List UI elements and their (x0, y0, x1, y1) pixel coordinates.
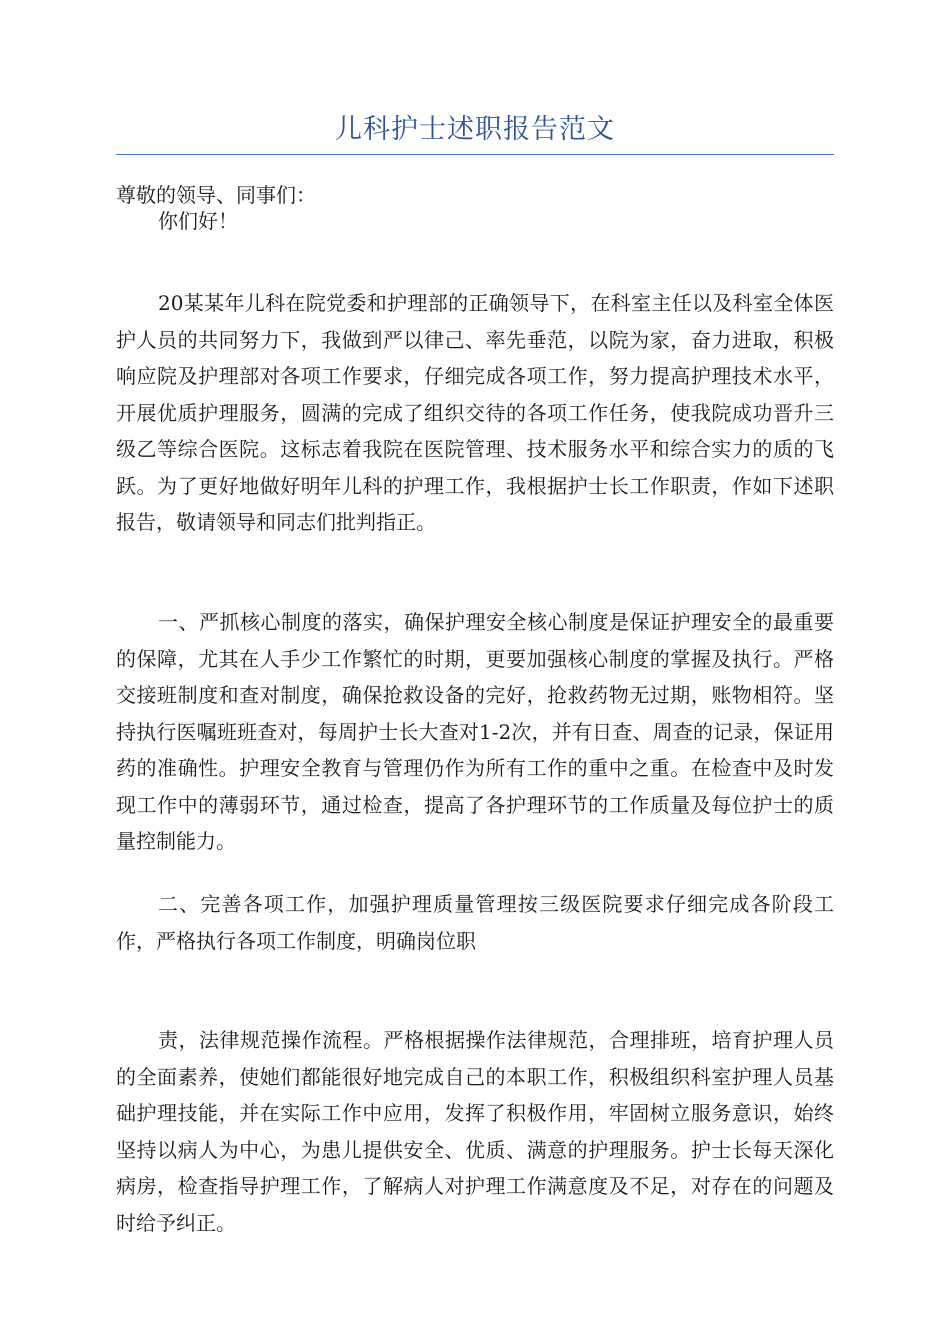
paragraph-intro: 20某某年儿科在院党委和护理部的正确领导下，在科室主任以及科室全体医护人员的共同努力下，我做到严以律己、率先垂范，以院为家，奋力进取，积极响应院及护理部对各项工作要求，仔细完成各项工作，努力提高护理技术水平，开展优质护理服务，圆满的完成了组织交待的各项工作任务，使我院成功晋升三级乙等综合医院。这标志着我院在医院管理、技术服务水平和综合实力的质的飞跃。为了更好地做好明年儿科的护理工作，我根据护士长工作职责，作如下述职报告，敬请领导和同志们批判指正。 (116, 291, 834, 534)
greeting: 你们好！ (158, 209, 238, 233)
document-title: 儿科护士述职报告范文 (335, 114, 615, 145)
paragraph-section-2: 二、完善各项工作，加强护理质量管理按三级医院要求仔细完成各阶段工作，严格执行各项工作制度，明确岗位职 (116, 892, 834, 953)
title-underline (116, 154, 834, 155)
paragraph-section-2-cont: 责，法律规范操作流程。严格根据操作法律规范，合理排班，培育护理人员的全面素养，使她们都能很好地完成自己的本职工作，积极组织科室护理人员基础护理技能，并在实际工作中应用，发挥了积极作用，牢固树立服务意识，始终坚持以病人为中心，为患儿提供安全、优质、满意的护理服务。护士长每天深化病房，检查指导护理工作，了解病人对护理工作满意度及不足，对存在的问题及时给予纠正。 (116, 1028, 834, 1235)
salutation: 尊敬的领导、同事们： (116, 183, 316, 207)
paragraph-section-1: 一、严抓核心制度的落实，确保护理安全核心制度是保证护理安全的最重要的保障，尤其在人手少工作繁忙的时期，更要加强核心制度的掌握及执行。严格交接班制度和查对制度，确保抢救设备的完好，抢救药物无过期，账物相符。坚持执行医嘱班班查对，每周护士长大查对1-2次，并有日查、周查的记录，保证用药的准确性。护理安全教育与管理仍作为所有工作的重中之重。在检查中及时发现工作中的薄弱环节，通过检查，提高了各护理环节的工作质量及每位护士的质量控制能力。 (116, 610, 834, 853)
